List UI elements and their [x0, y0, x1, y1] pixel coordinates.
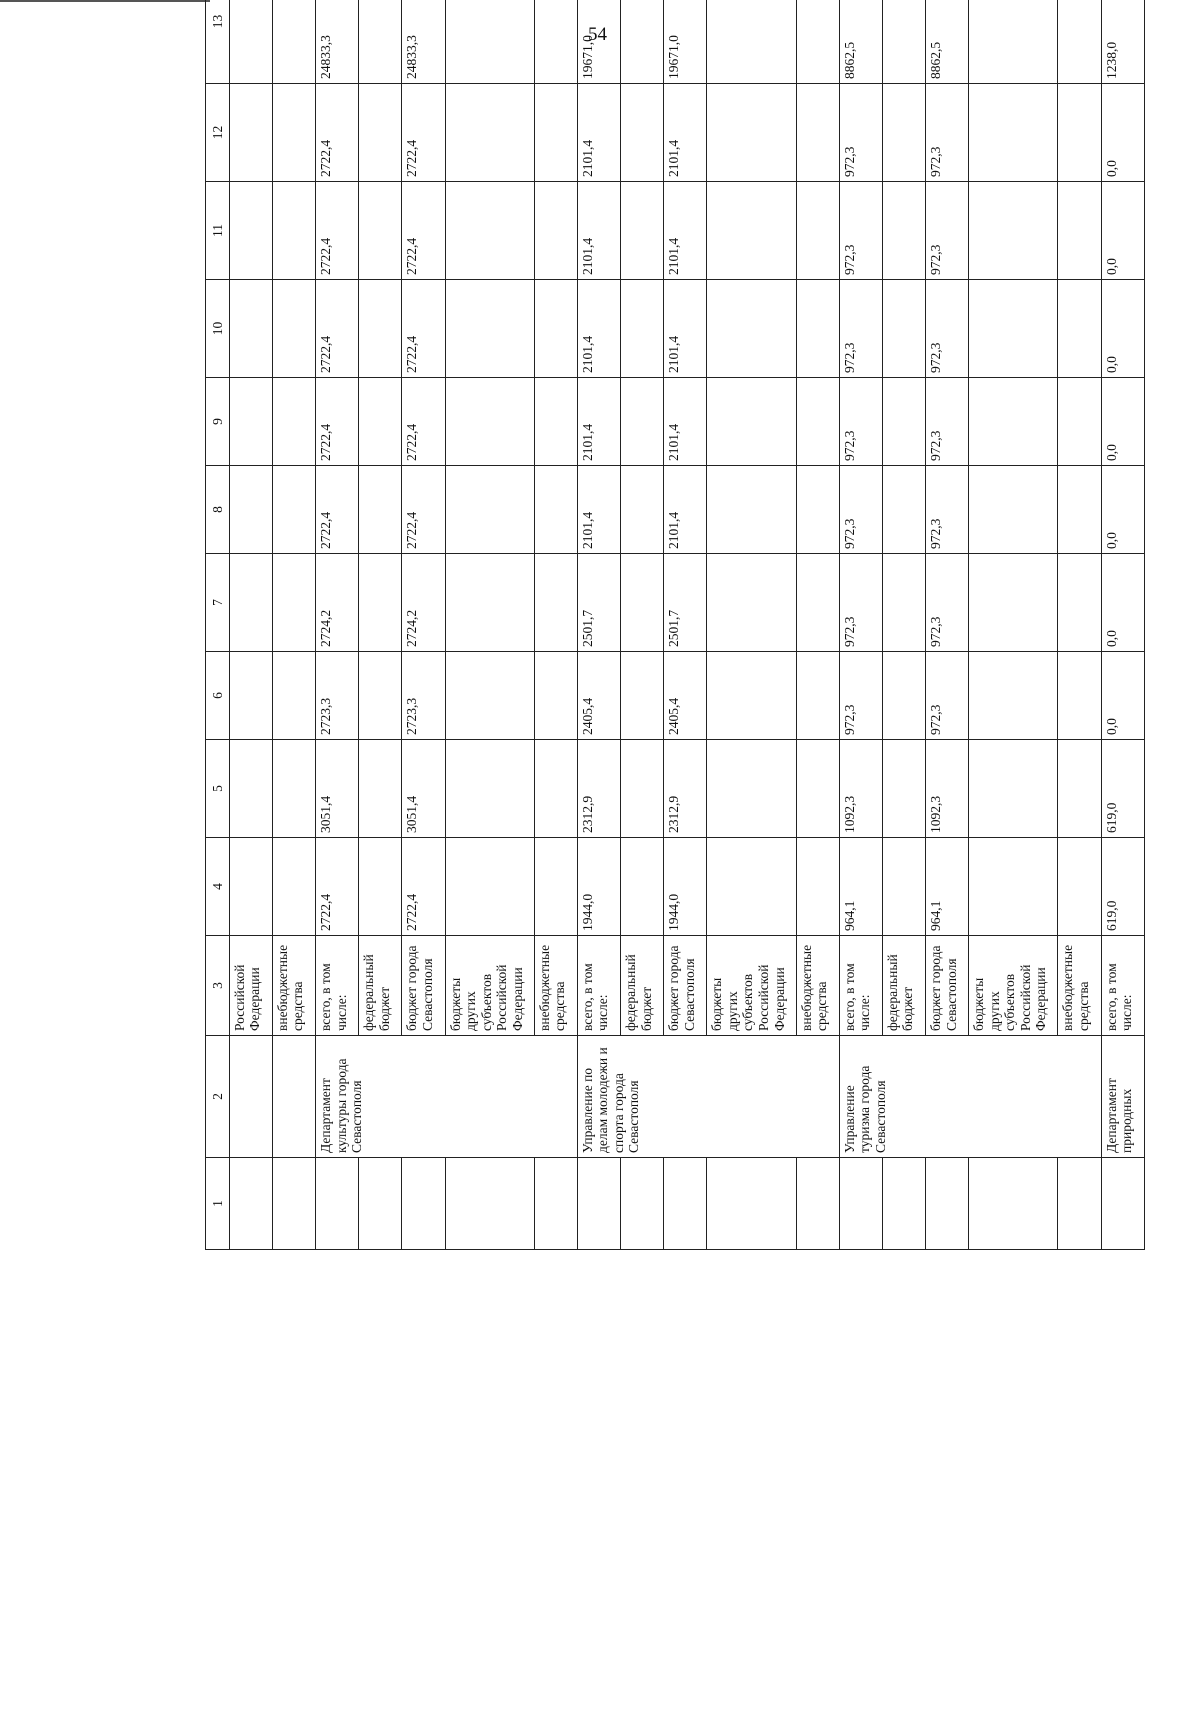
value-cell [359, 378, 402, 466]
row-number-cell [621, 1158, 664, 1250]
value-cell [621, 740, 664, 838]
column-header: 2 [206, 1036, 230, 1158]
value-cell [796, 838, 839, 936]
value-cell: 619,0 [1101, 838, 1144, 936]
source-label: бюджеты других субъектов Российской Федерации [445, 936, 534, 1036]
value-cell [707, 740, 796, 838]
row-number-cell [839, 1158, 882, 1250]
column-header: 12 [206, 84, 230, 182]
source-label: федеральный бюджет [359, 936, 402, 1036]
value-cell: 2405,4 [664, 652, 707, 740]
source-label: бюджет города Севастополя [664, 936, 707, 1036]
value-cell: 0,0 [1101, 84, 1144, 182]
value-cell [445, 378, 534, 466]
value-cell: 972,3 [926, 280, 969, 378]
value-cell: 0,0 [1101, 466, 1144, 554]
value-cell [882, 0, 925, 84]
row-number-cell [796, 1158, 839, 1250]
value-cell: 2724,2 [316, 554, 359, 652]
value-cell: 2501,7 [664, 554, 707, 652]
row-number-cell [316, 1158, 359, 1250]
source-label: всего, в том числе: [316, 936, 359, 1036]
value-cell [229, 838, 272, 936]
value-cell: 972,3 [926, 84, 969, 182]
value-cell [882, 740, 925, 838]
value-cell: 972,3 [839, 378, 882, 466]
table-row [272, 0, 315, 1250]
value-cell [534, 182, 577, 280]
value-cell [796, 0, 839, 84]
value-cell [229, 554, 272, 652]
value-cell [882, 378, 925, 466]
value-cell [359, 0, 402, 84]
row-number-cell [577, 1158, 620, 1250]
value-cell [969, 0, 1058, 84]
row-number-cell [882, 1158, 925, 1250]
value-cell [445, 740, 534, 838]
value-cell: 972,3 [839, 554, 882, 652]
value-cell: 972,3 [926, 652, 969, 740]
value-cell [796, 182, 839, 280]
source-label: внебюджетные средства [534, 936, 577, 1036]
value-cell [359, 554, 402, 652]
value-cell [445, 554, 534, 652]
value-cell [229, 466, 272, 554]
value-cell: 972,3 [926, 378, 969, 466]
value-cell [445, 652, 534, 740]
column-header: 7 [206, 554, 230, 652]
value-cell: 972,3 [926, 466, 969, 554]
column-header: 5 [206, 740, 230, 838]
value-cell: 972,3 [926, 182, 969, 280]
value-cell [534, 652, 577, 740]
value-cell: 0,0 [1101, 280, 1144, 378]
value-cell [272, 838, 315, 936]
executor-name: Департамент природных [1101, 1036, 1144, 1158]
value-cell: 972,3 [839, 280, 882, 378]
value-cell: 964,1 [926, 838, 969, 936]
value-cell [445, 84, 534, 182]
rotated-table-wrapper [205, 14, 1145, 1250]
row-number-cell [664, 1158, 707, 1250]
value-cell [445, 182, 534, 280]
column-header: 11 [206, 182, 230, 280]
value-cell [272, 182, 315, 280]
executor-cell [272, 1036, 315, 1158]
table-row [316, 0, 359, 1250]
value-cell: 2722,4 [402, 84, 445, 182]
value-cell [534, 280, 577, 378]
value-cell [272, 84, 315, 182]
value-cell: 8862,5 [926, 0, 969, 84]
value-cell: 2722,4 [402, 182, 445, 280]
value-cell [882, 280, 925, 378]
value-cell [1058, 838, 1101, 936]
value-cell [796, 378, 839, 466]
value-cell: 2724,2 [402, 554, 445, 652]
value-cell [707, 554, 796, 652]
value-cell: 2722,4 [402, 378, 445, 466]
value-cell [272, 0, 315, 84]
page-number: 54 [588, 24, 607, 45]
value-cell [969, 182, 1058, 280]
value-cell: 2405,4 [577, 652, 620, 740]
value-cell [272, 466, 315, 554]
column-header: 1 [206, 1158, 230, 1250]
value-cell [707, 84, 796, 182]
value-cell: 3051,4 [402, 740, 445, 838]
value-cell [229, 652, 272, 740]
value-cell: 2101,4 [664, 182, 707, 280]
value-cell [621, 378, 664, 466]
value-cell [969, 378, 1058, 466]
value-cell [1058, 84, 1101, 182]
source-label: бюджеты других субъектов Российской Федерации [969, 936, 1058, 1036]
value-cell: 972,3 [926, 554, 969, 652]
value-cell [272, 280, 315, 378]
row-number-cell [969, 1158, 1058, 1250]
value-cell [229, 280, 272, 378]
value-cell [796, 652, 839, 740]
value-cell: 619,0 [1101, 740, 1144, 838]
value-cell [359, 466, 402, 554]
value-cell [445, 838, 534, 936]
value-cell [359, 84, 402, 182]
value-cell: 0,0 [1101, 182, 1144, 280]
value-cell [359, 280, 402, 378]
value-cell: 2722,4 [402, 466, 445, 554]
value-cell [969, 740, 1058, 838]
value-cell [707, 378, 796, 466]
value-cell: 1092,3 [926, 740, 969, 838]
value-cell [229, 182, 272, 280]
value-cell [796, 280, 839, 378]
row-number-cell [272, 1158, 315, 1250]
value-cell [621, 280, 664, 378]
column-header: 3 [206, 936, 230, 1036]
value-cell [534, 0, 577, 84]
value-cell [707, 838, 796, 936]
value-cell [534, 740, 577, 838]
value-cell: 2101,4 [664, 84, 707, 182]
row-number-cell [707, 1158, 796, 1250]
value-cell [534, 378, 577, 466]
value-cell: 2101,4 [577, 280, 620, 378]
value-cell [1058, 280, 1101, 378]
value-cell [621, 838, 664, 936]
value-cell [621, 84, 664, 182]
value-cell [621, 652, 664, 740]
value-cell: 1944,0 [577, 838, 620, 936]
value-cell [621, 182, 664, 280]
value-cell: 2101,4 [577, 84, 620, 182]
source-label: всего, в том числе: [577, 936, 620, 1036]
source-label: бюджет города Севастополя [402, 936, 445, 1036]
value-cell: 3051,4 [316, 740, 359, 838]
row-number-cell [359, 1158, 402, 1250]
value-cell: 964,1 [839, 838, 882, 936]
value-cell: 2722,4 [316, 182, 359, 280]
value-cell [1058, 0, 1101, 84]
value-cell: 972,3 [839, 652, 882, 740]
value-cell: 2722,4 [316, 280, 359, 378]
row-number-cell [1058, 1158, 1101, 1250]
value-cell: 1944,0 [664, 838, 707, 936]
value-cell [796, 84, 839, 182]
value-cell [882, 182, 925, 280]
value-cell [621, 0, 664, 84]
source-label: всего, в том числе: [839, 936, 882, 1036]
value-cell: 19671,0 [664, 0, 707, 84]
row-number-cell [534, 1158, 577, 1250]
executor-name: Управление по делам молодежи и спорта города Севастополя [577, 1036, 839, 1158]
value-cell: 2312,9 [577, 740, 620, 838]
value-cell [359, 652, 402, 740]
value-cell: 2722,4 [316, 838, 359, 936]
value-cell: 1092,3 [839, 740, 882, 838]
value-cell [1058, 554, 1101, 652]
value-cell [796, 740, 839, 838]
funding-table [205, 0, 1145, 1250]
value-cell [534, 466, 577, 554]
value-cell [534, 838, 577, 936]
value-cell: 2722,4 [402, 838, 445, 936]
column-header: 13 [206, 0, 230, 84]
column-header: 4 [206, 838, 230, 936]
value-cell [882, 84, 925, 182]
value-cell: 2722,4 [316, 466, 359, 554]
source-label: Российской Федерации [229, 936, 272, 1036]
table-row [577, 0, 620, 1250]
value-cell [229, 378, 272, 466]
value-cell [621, 554, 664, 652]
table-row [229, 0, 272, 1250]
row-number-cell [1101, 1158, 1144, 1250]
value-cell [969, 84, 1058, 182]
executor-name: Департамент культуры города Севастополя [316, 1036, 578, 1158]
value-cell [1058, 740, 1101, 838]
value-cell: 19671,0 [577, 0, 620, 84]
value-cell: 2101,4 [577, 466, 620, 554]
value-cell: 2101,4 [664, 378, 707, 466]
value-cell [796, 554, 839, 652]
value-cell [272, 378, 315, 466]
row-number-cell [926, 1158, 969, 1250]
value-cell: 972,3 [839, 84, 882, 182]
value-cell [445, 466, 534, 554]
table-row [1101, 0, 1144, 1250]
value-cell: 0,0 [1101, 554, 1144, 652]
value-cell [882, 554, 925, 652]
value-cell: 1238,0 [1101, 0, 1144, 84]
value-cell [969, 554, 1058, 652]
column-header: 8 [206, 466, 230, 554]
source-label: внебюджетные средства [1058, 936, 1101, 1036]
source-label: федеральный бюджет [621, 936, 664, 1036]
value-cell: 0,0 [1101, 378, 1144, 466]
value-cell [445, 0, 534, 84]
value-cell [707, 182, 796, 280]
value-cell: 2101,4 [577, 182, 620, 280]
value-cell [621, 466, 664, 554]
value-cell: 2101,4 [664, 280, 707, 378]
value-cell [1058, 378, 1101, 466]
column-header: 9 [206, 378, 230, 466]
value-cell: 2722,4 [316, 378, 359, 466]
source-label: бюджеты других субъектов Российской Федерации [707, 936, 796, 1036]
value-cell: 0,0 [1101, 652, 1144, 740]
row-number-cell [445, 1158, 534, 1250]
value-cell [534, 554, 577, 652]
value-cell: 972,3 [839, 182, 882, 280]
value-cell [882, 466, 925, 554]
value-cell [359, 838, 402, 936]
value-cell [707, 466, 796, 554]
source-label: бюджет города Севастополя [926, 936, 969, 1036]
top-rule [0, 0, 210, 2]
value-cell [1058, 182, 1101, 280]
value-cell [359, 740, 402, 838]
value-cell: 2101,4 [577, 378, 620, 466]
value-cell [272, 652, 315, 740]
value-cell [882, 838, 925, 936]
value-cell: 2501,7 [577, 554, 620, 652]
value-cell: 2722,4 [316, 84, 359, 182]
value-cell: 8862,5 [839, 0, 882, 84]
column-header: 6 [206, 652, 230, 740]
value-cell [359, 182, 402, 280]
value-cell [707, 280, 796, 378]
value-cell [272, 740, 315, 838]
value-cell [272, 554, 315, 652]
value-cell: 24833,3 [316, 0, 359, 84]
source-label: всего, в том числе: [1101, 936, 1144, 1036]
row-number-cell [229, 1158, 272, 1250]
row-number-cell [402, 1158, 445, 1250]
value-cell [1058, 466, 1101, 554]
value-cell: 2722,4 [402, 280, 445, 378]
executor-cell [229, 1036, 272, 1158]
table-row [839, 0, 882, 1250]
value-cell: 2723,3 [402, 652, 445, 740]
value-cell [707, 652, 796, 740]
executor-name: Управление туризма города Севастополя [839, 1036, 1101, 1158]
value-cell: 2723,3 [316, 652, 359, 740]
value-cell [229, 84, 272, 182]
value-cell: 24833,3 [402, 0, 445, 84]
value-cell [534, 84, 577, 182]
source-label: федеральный бюджет [882, 936, 925, 1036]
value-cell [796, 466, 839, 554]
value-cell [969, 466, 1058, 554]
value-cell: 2312,9 [664, 740, 707, 838]
source-label: внебюджетные средства [272, 936, 315, 1036]
value-cell: 972,3 [839, 466, 882, 554]
value-cell [229, 0, 272, 84]
value-cell [969, 652, 1058, 740]
value-cell [969, 280, 1058, 378]
value-cell [445, 280, 534, 378]
value-cell [707, 0, 796, 84]
value-cell [969, 838, 1058, 936]
column-header: 10 [206, 280, 230, 378]
value-cell [1058, 652, 1101, 740]
value-cell [882, 652, 925, 740]
value-cell [229, 740, 272, 838]
header-row [206, 0, 230, 1250]
value-cell: 2101,4 [664, 466, 707, 554]
source-label: внебюджетные средства [796, 936, 839, 1036]
